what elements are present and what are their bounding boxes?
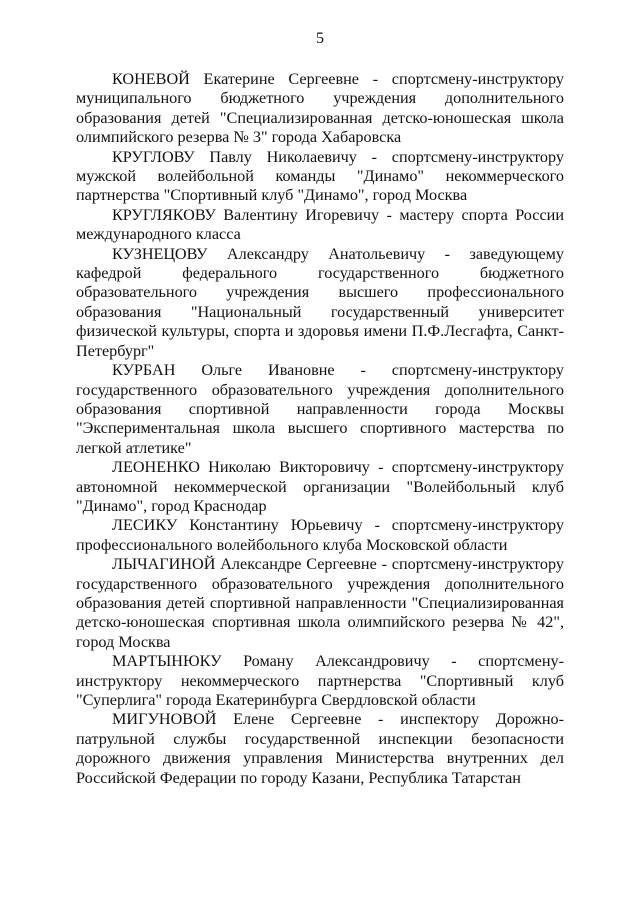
award-entry-konevaya: КОНЕВОЙ Екатерине Сергеевне - спортсмену-инструктору муниципального бюджетного учреждения дополнительного образования детей "Специализированная детско-юношеская школа олимпийского резерва № 3" города Хабаровска: [76, 70, 564, 147]
page-number: 5: [316, 30, 324, 47]
award-entry-martynyuk: МАРТЫНЮКУ Роману Александровичу - спортсмену-инструктору некоммерческого партнерства "Спортивный клуб "Суперлига" города Екатеринбурга Свердловской области: [76, 652, 564, 709]
award-entry-kuznetsov: КУЗНЕЦОВУ Александру Анатольевичу - заведующему кафедрой федерального государственного бюджетного образовательного учреждения высшего профессионального образования "Национальный государственный университет физической культуры, спорта и здоровья имени П.Ф.Лесгафта, Санкт-Петербург": [76, 244, 564, 360]
award-entry-leonenko: ЛЕОНЕНКО Николаю Викторовичу - спортсмену-инструктору автономной некоммерческой организации "Волейбольный клуб "Динамо", город Краснодар: [76, 458, 564, 515]
award-entry-kruglov: КРУГЛОВУ Павлу Николаевичу - спортсмену-инструктору мужской волейбольной команды "Динамо" некоммерческого партнерства "Спортивный клуб "Динамо", город Москва: [76, 147, 564, 205]
award-entry-lesik: ЛЕСИКУ Константину Юрьевичу - спортсмену-инструктору профессионального волейбольного клуба Московской области: [76, 516, 564, 554]
award-entry-kurban: КУРБАН Ольге Ивановне - спортсмену-инструктору государственного образовательного учреждения дополнительного образования спортивной направленности города Москвы "Экспериментальная школа высшего спортивного мастерства по легкой атлетике": [76, 361, 564, 457]
award-entry-kruglyakov: КРУГЛЯКОВУ Валентину Игоревичу - мастеру спорта России международного класса: [76, 205, 564, 244]
award-entry-lychagina: ЛЫЧАГИНОЙ Александре Сергеевне - спортсмену-инструктору государственного образовательного учреждения дополнительного образования детей спортивной направленности "Специализированная детско-юношеская спортивная школа олимпийского резерва № 42", город Москва: [76, 555, 564, 651]
award-entry-migunova: МИГУНОВОЙ Елене Сергеевне - инспектору Дорожно-патрульной службы государственной инспекции безопасности дорожного движения управления Министерства внутренних дел Российской Федерации по городу Казани, Республика Татарстан: [76, 710, 564, 787]
document-body: [76, 70, 564, 788]
